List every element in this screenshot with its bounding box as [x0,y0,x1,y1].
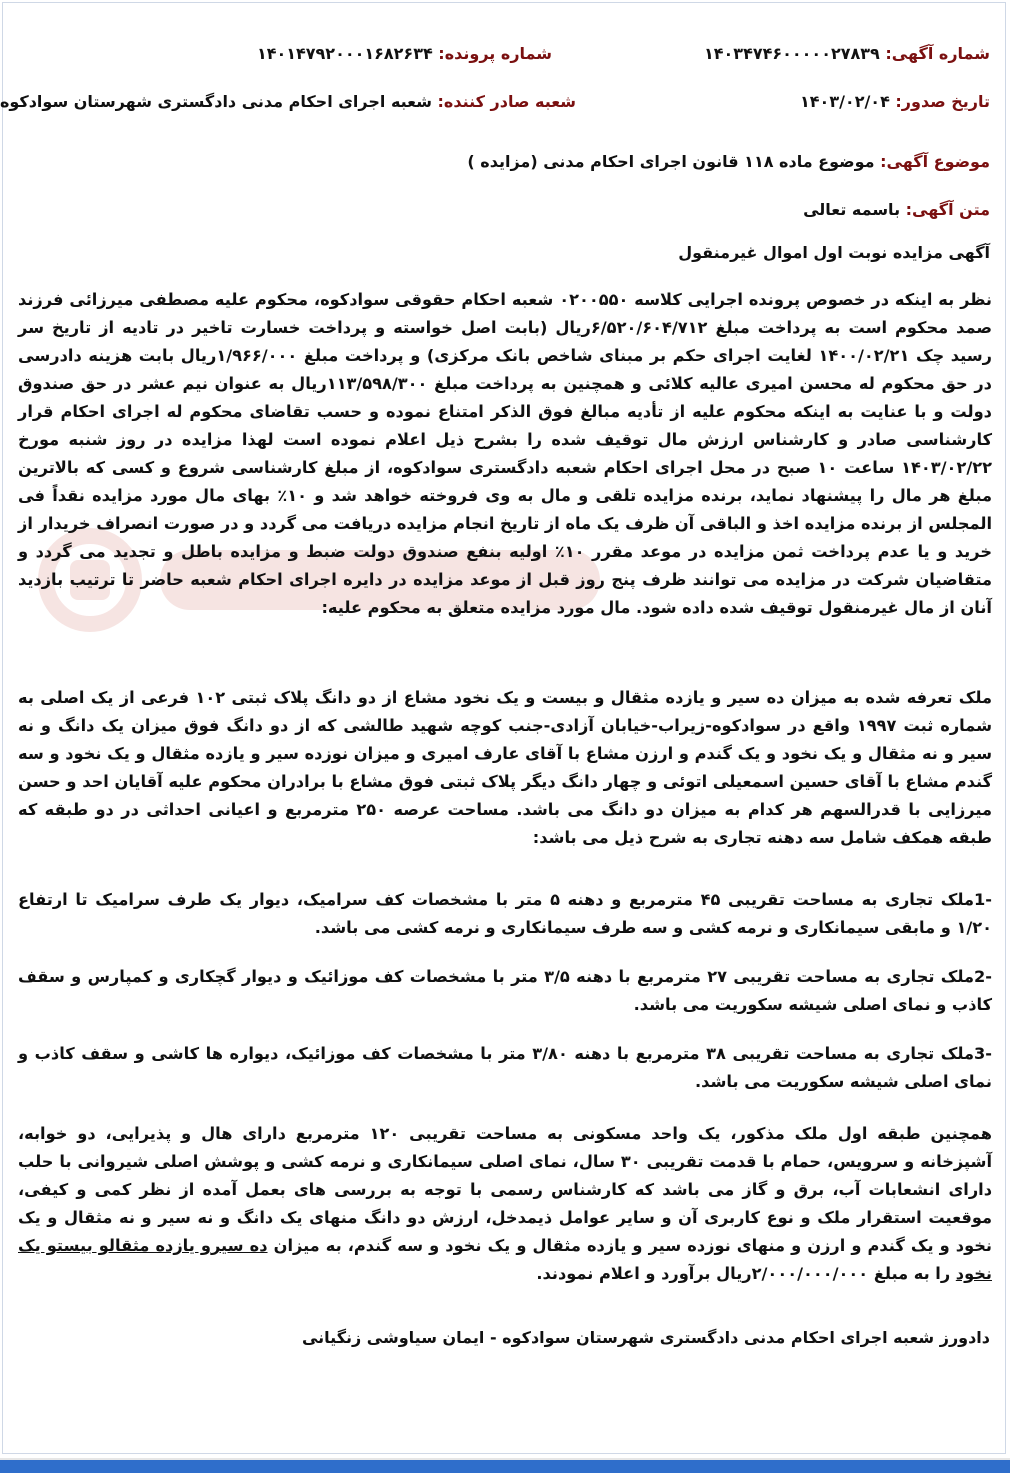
issuer-row [0,92,576,111]
case-number-row [257,44,552,63]
shop-item-2: -2ملک تجاری به مساحت تقریبی ۲۷ مترمربع با دهنه ۳/۵ متر با مشخصات کف موزائیک و دیوار گچکاری و کمپارس و سقف کاذب و نمای اصلی شیشه سکوریت می باشد. [18,967,992,1014]
share-mesghal: و یازده مثقال [108,1236,211,1255]
ad-number-label: شماره آگهی: [885,44,990,63]
text-row [803,200,990,219]
case-number-label: شماره پرونده: [438,44,552,63]
salutation: باسمه تعالی [803,200,901,219]
signature: دادورز شعبه اجرای احکام مدنی دادگستری شهرستان سوادکوه - ایمان سیاوشی زنگیانی [301,1328,990,1347]
subject-label: موضوع آگهی: [880,152,990,171]
shop-item-1: -1ملک تجاری به مساحت تقریبی ۴۵ مترمربع و دهنه ۵ متر با مشخصات کف سرامیک، دیوار یک طرف سرامیک تا ارتفاع ۱/۲۰ و مابقی سیمانکاری و نرمه کشی و سه طرف سیمانکاری و نرمه کشی می باشد. [18,890,992,937]
issuer-label: شعبه صادر کننده: [437,92,576,111]
ad-number-row [704,44,990,63]
shop-item-3: -3ملک تجاری به مساحت تقریبی ۳۸ مترمربع با دهنه ۳/۸۰ متر با مشخصات کف موزائیک، دیواره ها کاشی و سقف کاذب و نمای اصلی شیشه سکوریت می باشد. [18,1044,992,1091]
issue-date-value: ۱۴۰۳/۰۲/۰۴ [800,92,890,111]
notice-title: آگهی مزایده نوبت اول اموال غیرمنقول [678,243,990,262]
subject-row [467,152,990,171]
case-number-value: ۱۴۰۱۴۷۹۲۰۰۰۱۶۸۲۶۳۴ [256,44,433,63]
issue-date-row [800,92,990,111]
subject-value: موضوع ماده ۱۱۸ قانون اجرای احکام مدنی (مزایده ) [467,152,875,171]
issue-date-label: تاریخ صدور: [895,92,990,111]
ad-number-value: ۱۴۰۳۴۷۴۶۰۰۰۰۰۲۷۸۳۹ [704,44,880,63]
share-sir: ده سیر [210,1236,268,1255]
paragraph-main: نظر به اینکه در خصوص پرونده اجرایی کلاسه ۰۲۰۰۵۵۰ شعبه احکام حقوقی سوادکوه، محکوم علیه مصطفی میرزائی فرزند صمد محکوم است به پرداخت مبلغ ۶/۵۲۰/۶۰۴/۷۱۲ریال (بابت اصل خواسته و پرداخت خسارت تاخیر در تادیه از تاریخ سر رسید چک ۱۴۰۰/۰۲/۲۱ لغایت اجرای حکم بر مبنای شاخص بانک مرکزی) و پرداخت مبلغ ۱/۹۶۶/۰۰۰ریال بابت هزینه دادرسی در حق محکوم له محسن امیری عالیه کلائی و همچنین به پرداخت مبلغ ۱۱۳/۵۹۸/۳۰۰ریال به عنوان نیم عشر در حق صندوق دولت و با عنایت به اینکه محکوم علیه از تأدیه مبالغ فوق الذکر امتناع نموده و حسب تقاضای محکوم له اجرای احکام قرار کارشناسی صادر و کارشناس ارزش مال توقیف شده را بشرح ذیل اعلام نموده است لهذا مزایده در روز شنبه مورخ ۱۴۰۳/۰۲/۲۲ ساعت ۱۰ صبح در محل اجرای احکام شعبه دادگستری سوادکوه، از مبلغ کارشناسی شروع و کسی که بالاترین مبلغ هر مال را پیشنهاد نماید، برنده مزایده تلقی و مال به وی فروخته خواهد شد و ۱۰٪ بهای مال مورد مزایده نقداً فی المجلس از برنده مزایده اخذ و الباقی آن ظرف یک ماه از تاریخ انجام مزایده دریافت می گردد و در صورت انصراف خریدار از خرید و یا عدم پرداخت ثمن مزایده در موعد مقرر ۱۰٪ اولیه بنفع صندوق دولت ضبط و مزایده باطل و تجدید می گردد و متقاضیان شرکت در مزایده می توانند ظرف پنج روز قبل از موعد مزایده در دایره اجرای احکام شعبه حاضر تا ترتیب بازدید آنان از مال غیرمنقول توقیف شده داده شود. مال مورد مزایده متعلق به محکوم علیه: [18,290,993,617]
share-bist: و بیست [56,1236,109,1255]
valuation-text-a: همچنین طبقه اول ملک مذکور، یک واحد مسکونی به مساحت تقریبی ۱۲۰ مترمربع دارای هال و پذیرایی، دو خوابه، آشپزخانه و سرویس، حمام با قدمت تقریبی ۳۰ سال، نمای اصلی سیمانکاری و نرمه کشی و پوشش اصلی شیروانی با حلب دارای انشعابات آب، برق و گاز می باشد که کارشناس رسمی با توجه به بررسی های بعمل آمده از نظر کمی و کیفی، موقعیت استقرار ملک و نوع کاربری آن و سایر عوامل ذیمدخل، ارزش دو دانگ منهای یک دانگ و نه سیر و نه مثقال و یک نخود و یک گندم و ارزن و منهای نوزده سیر و یازده مثقال و یک نخود و سه گندم، به میزان [18,1124,993,1255]
paragraph-property: ملک تعرفه شده به میزان ده سیر و یازده مثقال و بیست و یک نخود مشاع از دو دانگ پلاک ثبتی ۱۰۲ فرعی از یک اصلی به شماره ثبت ۱۹۹۷ واقع در سوادکوه-زیراب-خیابان آزادی-جنب کوچه شهید طالشی که از دو دانگ فوق میزان یک دانگ و نه سیر و نه مثقال و یک نخود و یک گندم و ارزن مشاع با آقای عارف امیری و میزان نوزده سیر و یازده مثقال و یک نخود و سه گندم مشاع با آقای حسین اسمعیلی اتوئی و چهار دانگ دیگر پلاک ثبتی فوق مشاع با برادران محکوم علیه آقایان احد و حسن میرزایی با قدرالسهم هر کدام به میزان دو دانگ می باشد. مساحت عرصه ۲۵۰ مترمربع و اعیانی احداثی در دو طبقه که طبقه همکف شامل سه دهنه تجاری به شرح ذیل می باشد: [18,688,992,847]
paragraph-valuation [18,1120,992,1288]
issuer-value: شعبه اجرای احکام مدنی دادگستری شهرستان سوادکوه [0,92,432,111]
text-label: متن آگهی: [905,200,990,219]
share-nokhod: و یک نخود [18,1236,992,1283]
valuation-text-b: را به مبلغ ۲/۰۰۰/۰۰۰/۰۰۰ریال برآورد و اعلام نمودند. [536,1264,956,1283]
